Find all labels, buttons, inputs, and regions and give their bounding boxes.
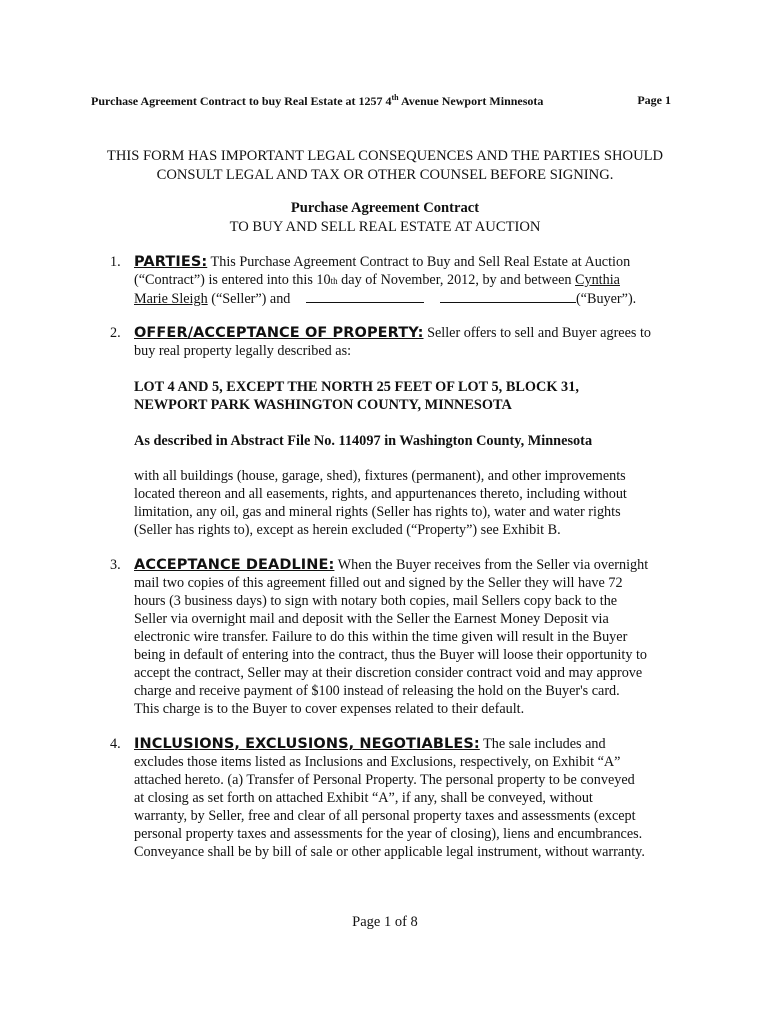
buyer-blank-1[interactable]: [306, 290, 424, 303]
section-parties: 1. PARTIES: This Purchase Agreement Contract to Buy and Sell Real Estate at Auction (“Contract”) is entered into this 10th day of November, 2012, by and between Cynthia Marie Sleigh (“Seller”) and (“Buyer”).: [110, 254, 637, 307]
property-paragraph: with all buildings (house, garage, shed), fixtures (permanent), and other improvements located thereon and all easements, rights, and appurtenances thereto, including without limitation, any oil, gas and mineral rights (Seller has rights to), water and water rights (Seller has rights to), except as herein excluded (“Property”) see Exhibit B.: [134, 468, 627, 538]
section-heading: ACCEPTANCE DEADLINE:: [134, 557, 335, 573]
page-footer: Page 1 of 8: [352, 914, 418, 930]
legal-description: LOT 4 AND 5, EXCEPT THE NORTH 25 FEET OF LOT 5, BLOCK 31, NEWPORT PARK WASHINGTON COUNTY, MINNESOTA: [134, 379, 579, 413]
seller-name-cont: Marie Sleigh: [134, 291, 208, 307]
abstract-reference: As described in Abstract File No. 114097 in Washington County, Minnesota: [134, 433, 593, 449]
seller-name: Cynthia: [575, 272, 620, 288]
section-heading: INCLUSIONS, EXCLUSIONS, NEGOTIABLES:: [134, 736, 480, 752]
running-header: [91, 93, 671, 109]
section-heading: PARTIES:: [134, 254, 208, 270]
section-acceptance-deadline: 3. ACCEPTANCE DEADLINE: When the Buyer receives from the Seller via overnight mail two copies of this agreement filled out and signed by the Seller they will have 72 hours (3 business days) to sign with notary both copies, mail Sellers copy back to the Seller via overnight mail and deposit with the Seller the Earnest Money Deposit via electronic wire transfer. Failure to do this within the time given will result in the Buyer being in default of entering into the contract, thus the Buyer will loose their opportunity to accept the contract, Seller may at their discretion consider contract void and may approve charge and receive payment of $100 instead of releasing the hold on the Buyer's card. This charge is to the Buyer to cover expenses related to their default.: [110, 557, 649, 717]
legal-notice: THIS FORM HAS IMPORTANT LEGAL CONSEQUENCES AND THE PARTIES SHOULD CONSULT LEGAL AND TAX OR OTHER COUNSEL BEFORE SIGNING.: [106, 148, 664, 183]
section-heading: OFFER/ACCEPTANCE OF PROPERTY:: [134, 325, 424, 341]
document-title: Purchase Agreement Contract TO BUY AND SELL REAL ESTATE AT AUCTION: [229, 200, 541, 235]
buyer-blank-2[interactable]: [440, 290, 576, 303]
header-page-number: Page 1: [637, 93, 671, 107]
section-offer-acceptance: 2. OFFER/ACCEPTANCE OF PROPERTY: Seller offers to sell and Buyer agrees to buy real property legally described as:: [110, 325, 651, 359]
section-inclusions-exclusions: 4. INCLUSIONS, EXCLUSIONS, NEGOTIABLES: The sale includes and excludes those items listed as Inclusions and Exclusions, respectively, on Exhibit “A” attached hereto. (a) Transfer of Personal Property. The personal property to be conveyed at closing as set forth on attached Exhibit “A”, if any, shall be conveyed, without warranty, by Seller, free and clear of all personal property taxes and assessments (except personal property taxes and assessments for the year of closing), liens and encumbrances. Conveyance shall be by bill of sale or other applicable legal instrument, without warranty.: [110, 736, 645, 860]
header-title: Purchase Agreement Contract to buy Real Estate at 1257 4th Avenue Newport Minnesota: [91, 93, 544, 108]
